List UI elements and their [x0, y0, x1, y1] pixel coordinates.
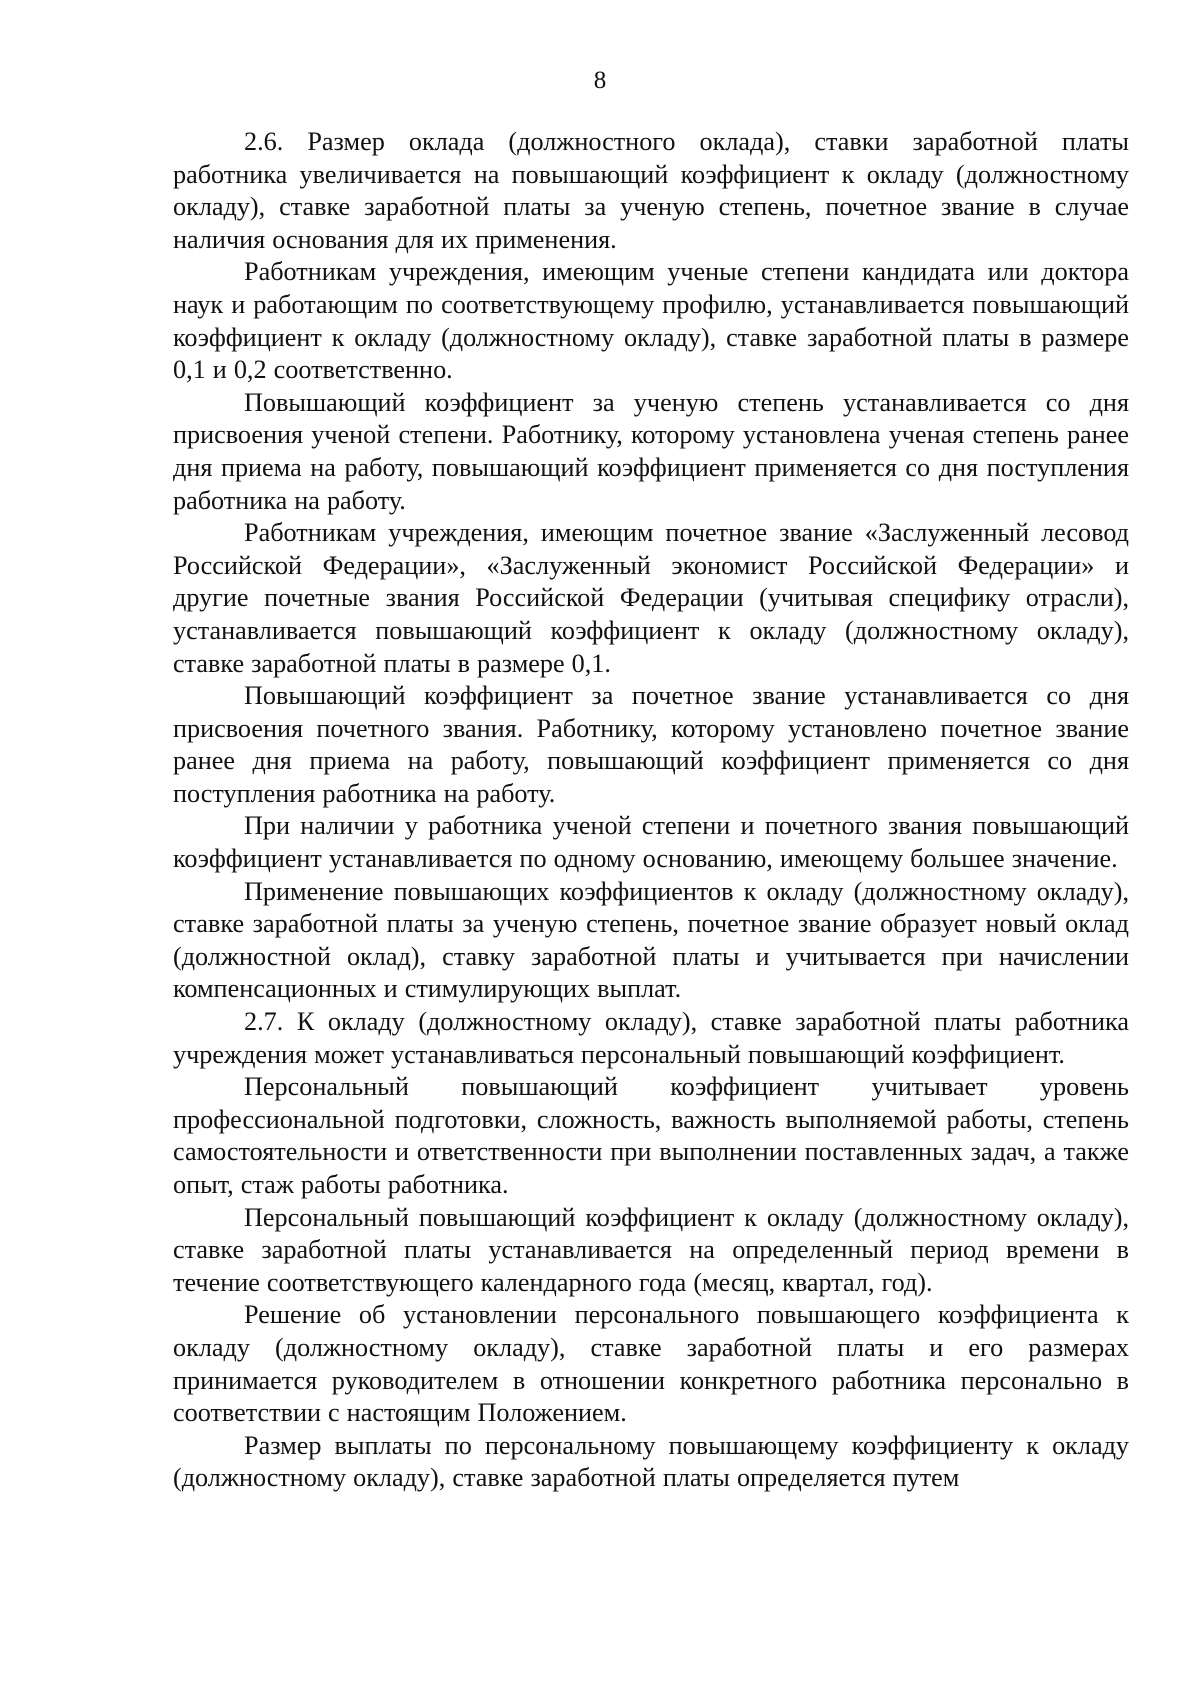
paragraph-2-6: 2.6. Размер оклада (должностного оклада), ставки заработной платы работника увеличивается на повышающий коэффициент к окладу (должностному окладу), ставке заработной платы за ученую степень, почетное звание в случае наличия основания для их применения.	[173, 127, 1129, 254]
paragraph-2-7: 2.7. К окладу (должностному окладу), ставке заработной платы работника учреждения может устанавливаться персональный повышающий коэффициент.	[173, 1007, 1129, 1069]
paragraph-new-salary: Применение повышающих коэффициентов к окладу (должностному окладу), ставке заработной платы за ученую степень, почетное звание образует новый оклад (должностной оклад), ставку заработной платы и учитывается при начислении компенсационных и стимулирующих выплат.	[173, 876, 1129, 1004]
paragraph-personal-period: Персональный повышающий коэффициент к окладу (должностному окладу), ставке заработной платы устанавливается на определенный период времени в течение соответствующего календарного года (месяц, квартал, год).	[173, 1202, 1129, 1297]
paragraph-single-basis: При наличии у работника ученой степени и почетного звания повышающий коэффициент устанавливается по одному основанию, имеющему большее значение.	[173, 811, 1129, 874]
paragraph-title-effective-date: Повышающий коэффициент за почетное звание устанавливается со дня присвоения почетного звания. Работнику, которому установлено почетное звание ранее дня приема на работу, повышающий коэффициент применяется со дня поступления работника на работу.	[173, 681, 1129, 808]
page-number: 8	[593, 67, 607, 94]
paragraph-academic-degree: Работникам учреждения, имеющим ученые степени кандидата или доктора наук и работающим по соответствующему профилю, устанавливается повышающий коэффициент к окладу (должностному окладу), ставке заработной платы в размере 0,1 и 0,2 соответственно.	[173, 257, 1129, 385]
paragraph-degree-effective-date: Повышающий коэффициент за ученую степень устанавливается со дня присвоения ученой степени. Работнику, которому установлена ученая степень ранее дня приема на работу, повышающий коэффициент применяется со дня поступления работника на работу.	[173, 387, 1129, 515]
document-body	[173, 126, 1129, 1495]
paragraph-personal-decision: Решение об установлении персонального повышающего коэффициента к окладу (должностному окладу), ставке заработной платы и его размерах принимается руководителем в отношении конкретного работника персонально в соответствии с настоящим Положением.	[173, 1300, 1129, 1428]
paragraph-personal-factors: Персональный повышающий коэффициент учитывает уровень профессиональной подготовки, сложность, важность выполняемой работы, степень самостоятельности и ответственности при выполнении поставленных задач, а также опыт, стаж работы работника.	[173, 1072, 1129, 1199]
paragraph-honorary-title: Работникам учреждения, имеющим почетное звание «Заслуженный лесовод Российской Федерации», «Заслуженный экономист Российской Федерации» и другие почетные звания Российской Федерации (учитывая специфику отрасли), устанавливается повышающий коэффициент к окладу (должностному окладу), ставке заработной платы в размере 0,1.	[173, 518, 1129, 678]
paragraph-personal-amount: Размер выплаты по персональному повышающему коэффициенту к окладу (должностному окладу), ставке заработной платы определяется путем	[173, 1430, 1129, 1493]
